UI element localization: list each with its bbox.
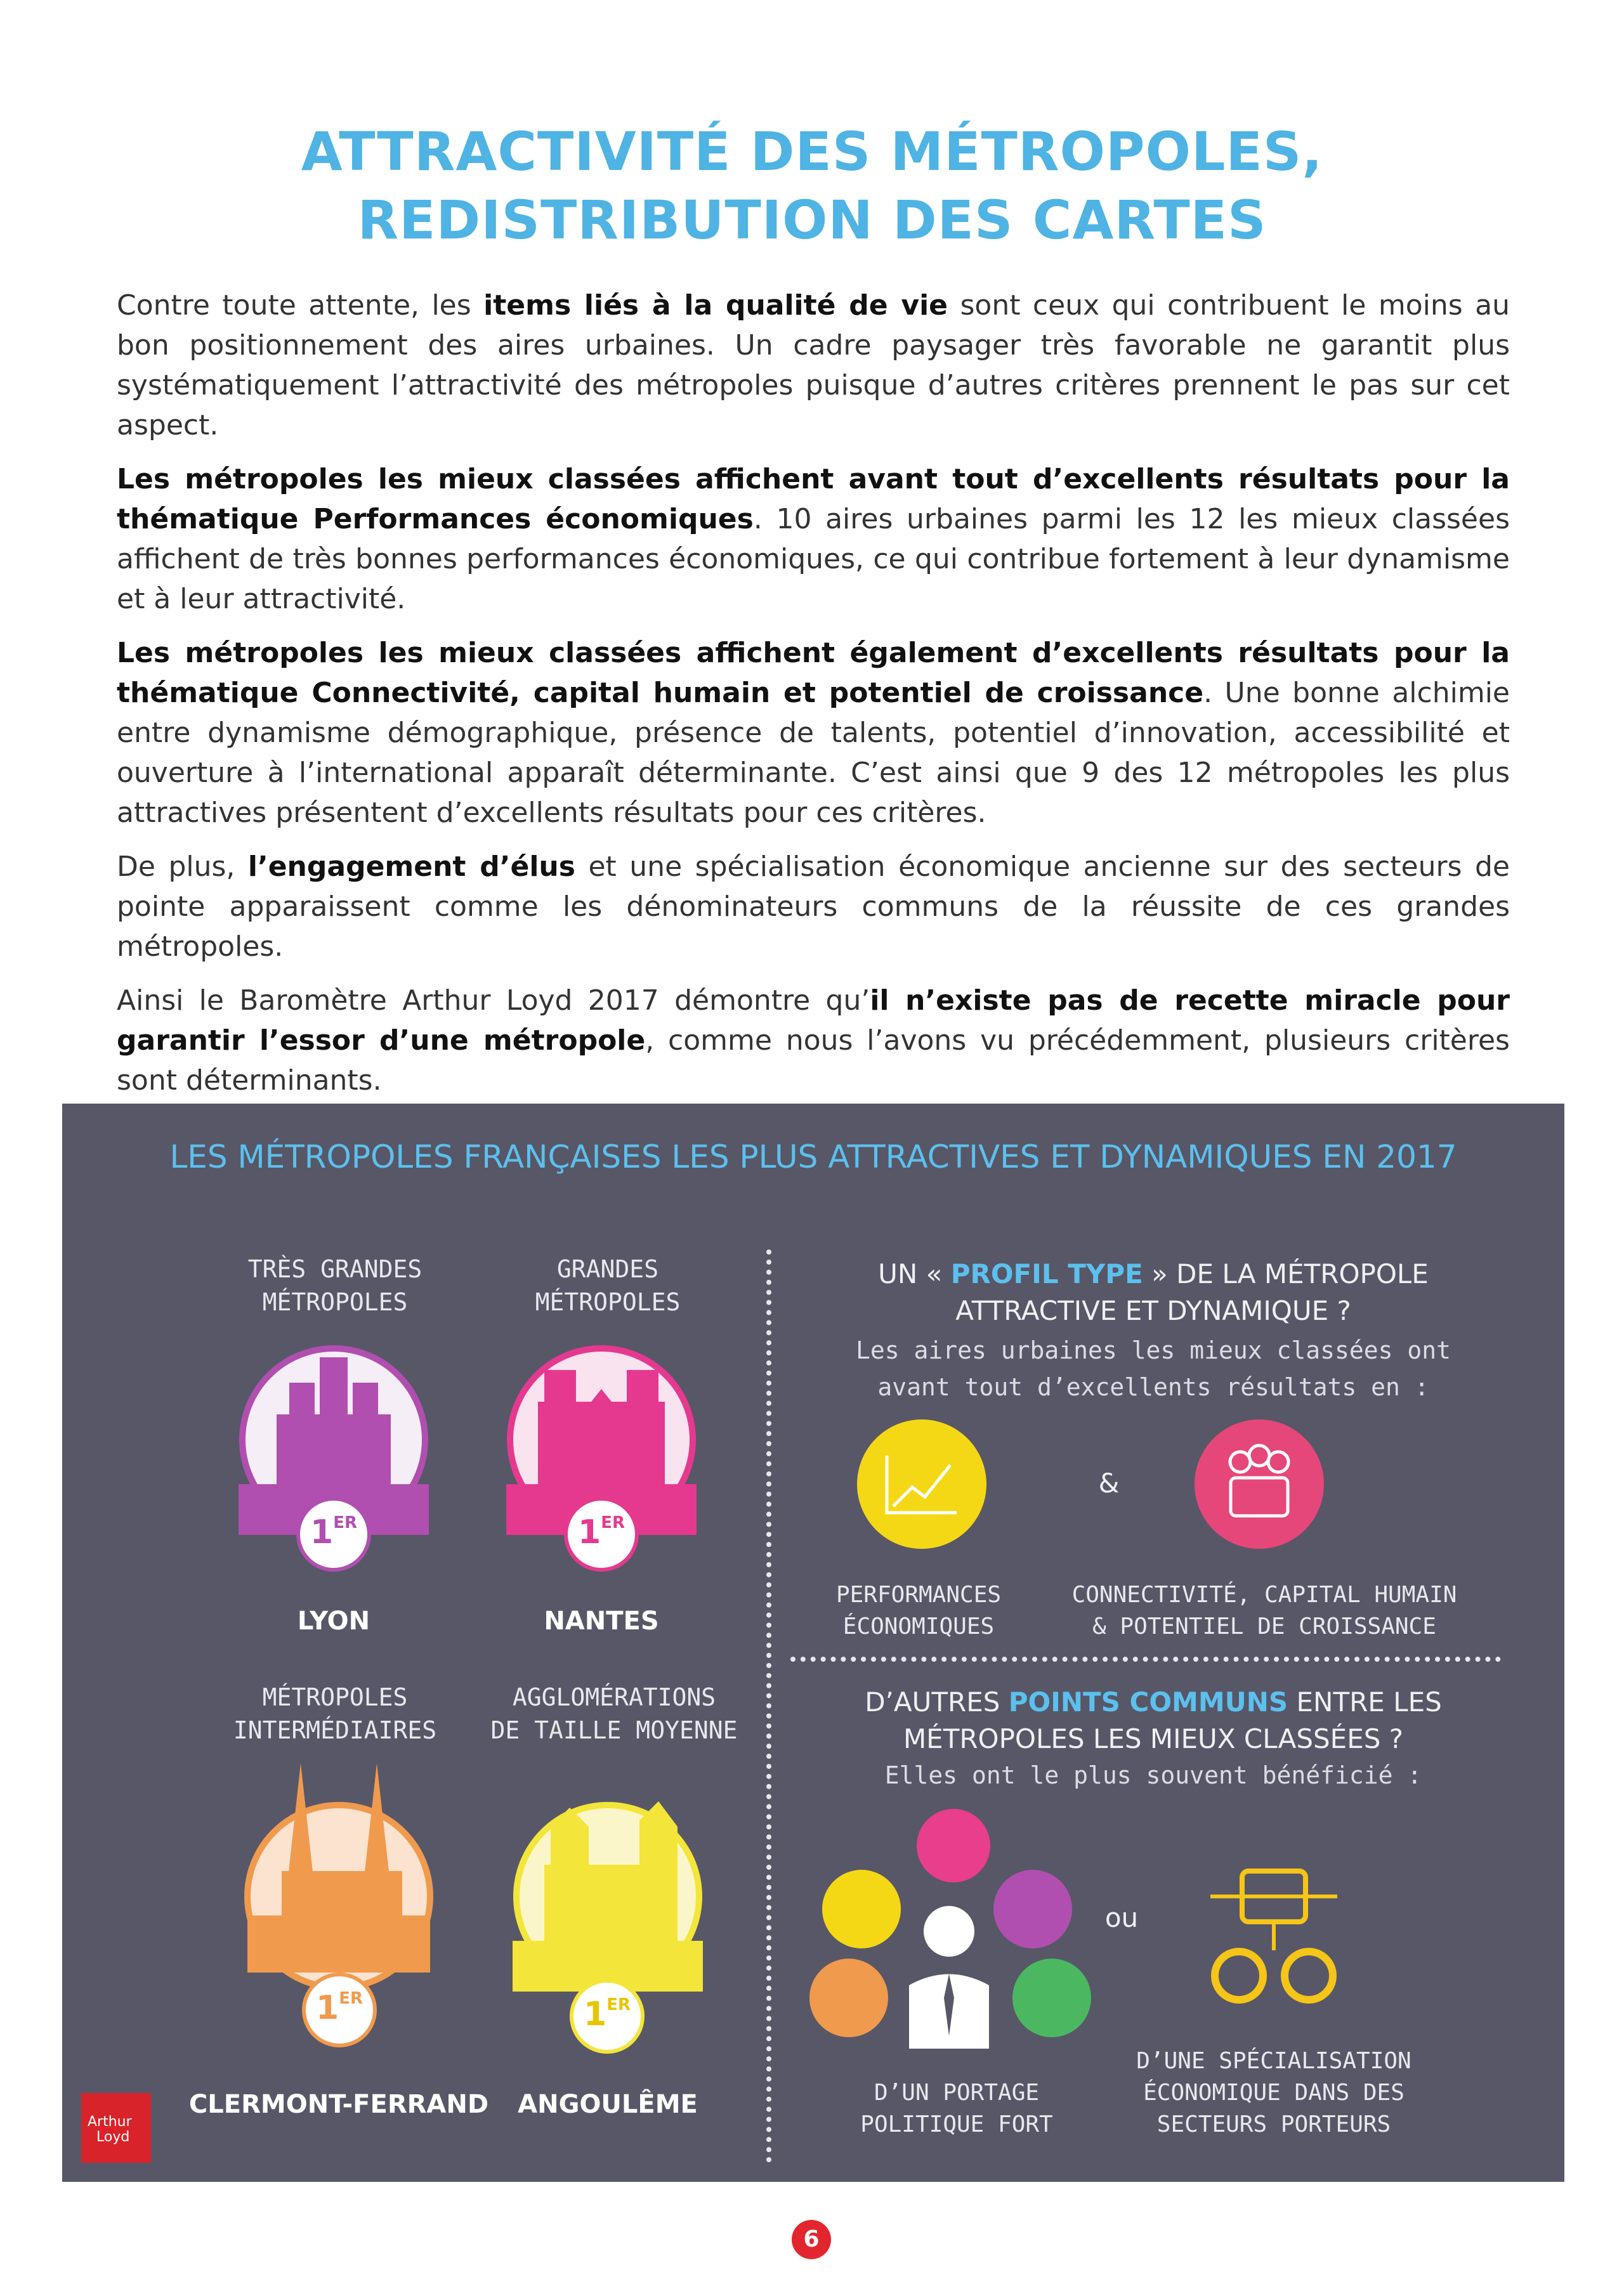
clermont-rank-badge: 1ER xyxy=(302,1973,377,2047)
growth-chart-icon xyxy=(855,1418,988,1551)
page-title xyxy=(0,117,1624,254)
paragraph-1: Contre toute attente, les items liés à la qualité de vie sont ceux qui contribuent le moins au bon positionnement des aires urbaines. Un cadre paysager très favorable ne garantit plus systématiquement l’attractivité des métropoles puisque d’autres critères prennent le pas sur cet aspect. xyxy=(117,289,1510,441)
city-nantes: NANTES xyxy=(544,1607,659,1636)
page-number: 6 xyxy=(792,2220,831,2259)
infographic-title: LES MÉTROPOLES FRANÇAISES LES PLUS ATTRACTIVES ET DYNAMIQUES EN 2017 xyxy=(169,1138,1457,1175)
specialisation-label: D’UNE SPÉCIALISATION ÉCONOMIQUE DANS DES SECTEURS PORTEURS xyxy=(1136,2048,1411,2137)
profile-heading: UN « PROFIL TYPE » DE LA MÉTROPOLE ATTRACTIVE ET DYNAMIQUE ? xyxy=(878,1258,1429,1326)
clermont-cathedral-icon xyxy=(244,1763,434,1992)
common-subtext: Elles ont le plus souvent bénéficié : xyxy=(884,1761,1422,1789)
horizontal-divider xyxy=(790,1657,1501,1662)
lyon-rank-badge: 1ER xyxy=(296,1497,371,1572)
city-lyon: LYON xyxy=(297,1607,370,1636)
arthur-loyd-logo: Arthur Loyd xyxy=(81,2093,151,2163)
category-label-4: AGGLOMÉRATIONS DE TAILLE MOYENNE xyxy=(490,1683,738,1744)
paragraph-5: Ainsi le Baromètre Arthur Loyd 2017 démontre qu’il n’existe pas de recette miracle pour garantir l’essor d’une métropole, comme nous l’avons vu précédemment, plusieurs critères sont déterminants. xyxy=(117,984,1510,1097)
gears-specialisation-icon xyxy=(1198,1865,1350,2017)
performance-label: PERFORMANCES ÉCONOMIQUES xyxy=(835,1582,1002,1640)
and-symbol: & xyxy=(1098,1468,1120,1499)
vertical-divider xyxy=(766,1249,771,2163)
body-text xyxy=(117,285,1510,1114)
infographic-panel xyxy=(62,1104,1564,2182)
category-label-3: MÉTROPOLES INTERMÉDIAIRES xyxy=(233,1683,437,1744)
title-line-1: ATTRACTIVITÉ DES MÉTROPOLES, xyxy=(301,121,1323,183)
title-line-2: REDISTRIBUTION DES CARTES xyxy=(357,189,1267,251)
category-label-1: TRÈS GRANDES MÉTROPOLES xyxy=(247,1255,422,1316)
connectivity-label: CONNECTIVITÉ, CAPITAL HUMAIN & POTENTIEL DE CROISSANCE xyxy=(1071,1582,1457,1640)
political-support-cluster-icon xyxy=(804,1808,1096,2087)
political-label: D’UN PORTAGE POLITIQUE FORT xyxy=(860,2080,1053,2137)
angouleme-rank-badge: 1ER xyxy=(570,1979,645,2054)
angouleme-cathedral-icon xyxy=(513,1801,703,1992)
city-angouleme: ANGOULÊME xyxy=(518,2090,698,2119)
or-word: ou xyxy=(1104,1902,1139,1933)
city-clermont-ferrand: CLERMONT-FERRAND xyxy=(188,2090,489,2119)
profile-subtext: Les aires urbaines les mieux classées ont avant tout d’excellents résultats en : xyxy=(856,1336,1451,1401)
category-label-2: GRANDES MÉTROPOLES xyxy=(535,1255,681,1316)
paragraph-4: De plus, l’engagement d’élus et une spécialisation économique ancienne sur des secteurs de pointe apparaissent comme les dénominateurs communs de la réussite de ces grandes métropoles. xyxy=(117,851,1510,963)
paragraph-2: Les métropoles les mieux classées affichent avant tout d’excellents résultats pour la thématique Performances économiques. 10 aires urbaines parmi les 12 les mieux classées affichent de très bonnes performances économiques, ce qui contribue fortement à leur dynamisme et à leur attractivité. xyxy=(117,463,1510,615)
common-heading: D’AUTRES POINTS COMMUNS ENTRE LES MÉTROPOLES LES MIEUX CLASSÉES ? xyxy=(865,1686,1442,1754)
nantes-rank-badge: 1ER xyxy=(564,1497,639,1572)
people-group-icon xyxy=(1193,1418,1326,1551)
paragraph-3: Les métropoles les mieux classées affichent également d’excellents résultats pour la thématique Connectivité, capital humain et potentiel de croissance. Une bonne alchimie entre dynamisme démographique, présence de talents, potentiel d’innovation, accessibilité et ouverture à l’international apparaît déterminante. C’est ainsi que 9 des 12 métropoles les plus attractives présentent d’excellents résultats pour ces critères. xyxy=(117,637,1510,829)
